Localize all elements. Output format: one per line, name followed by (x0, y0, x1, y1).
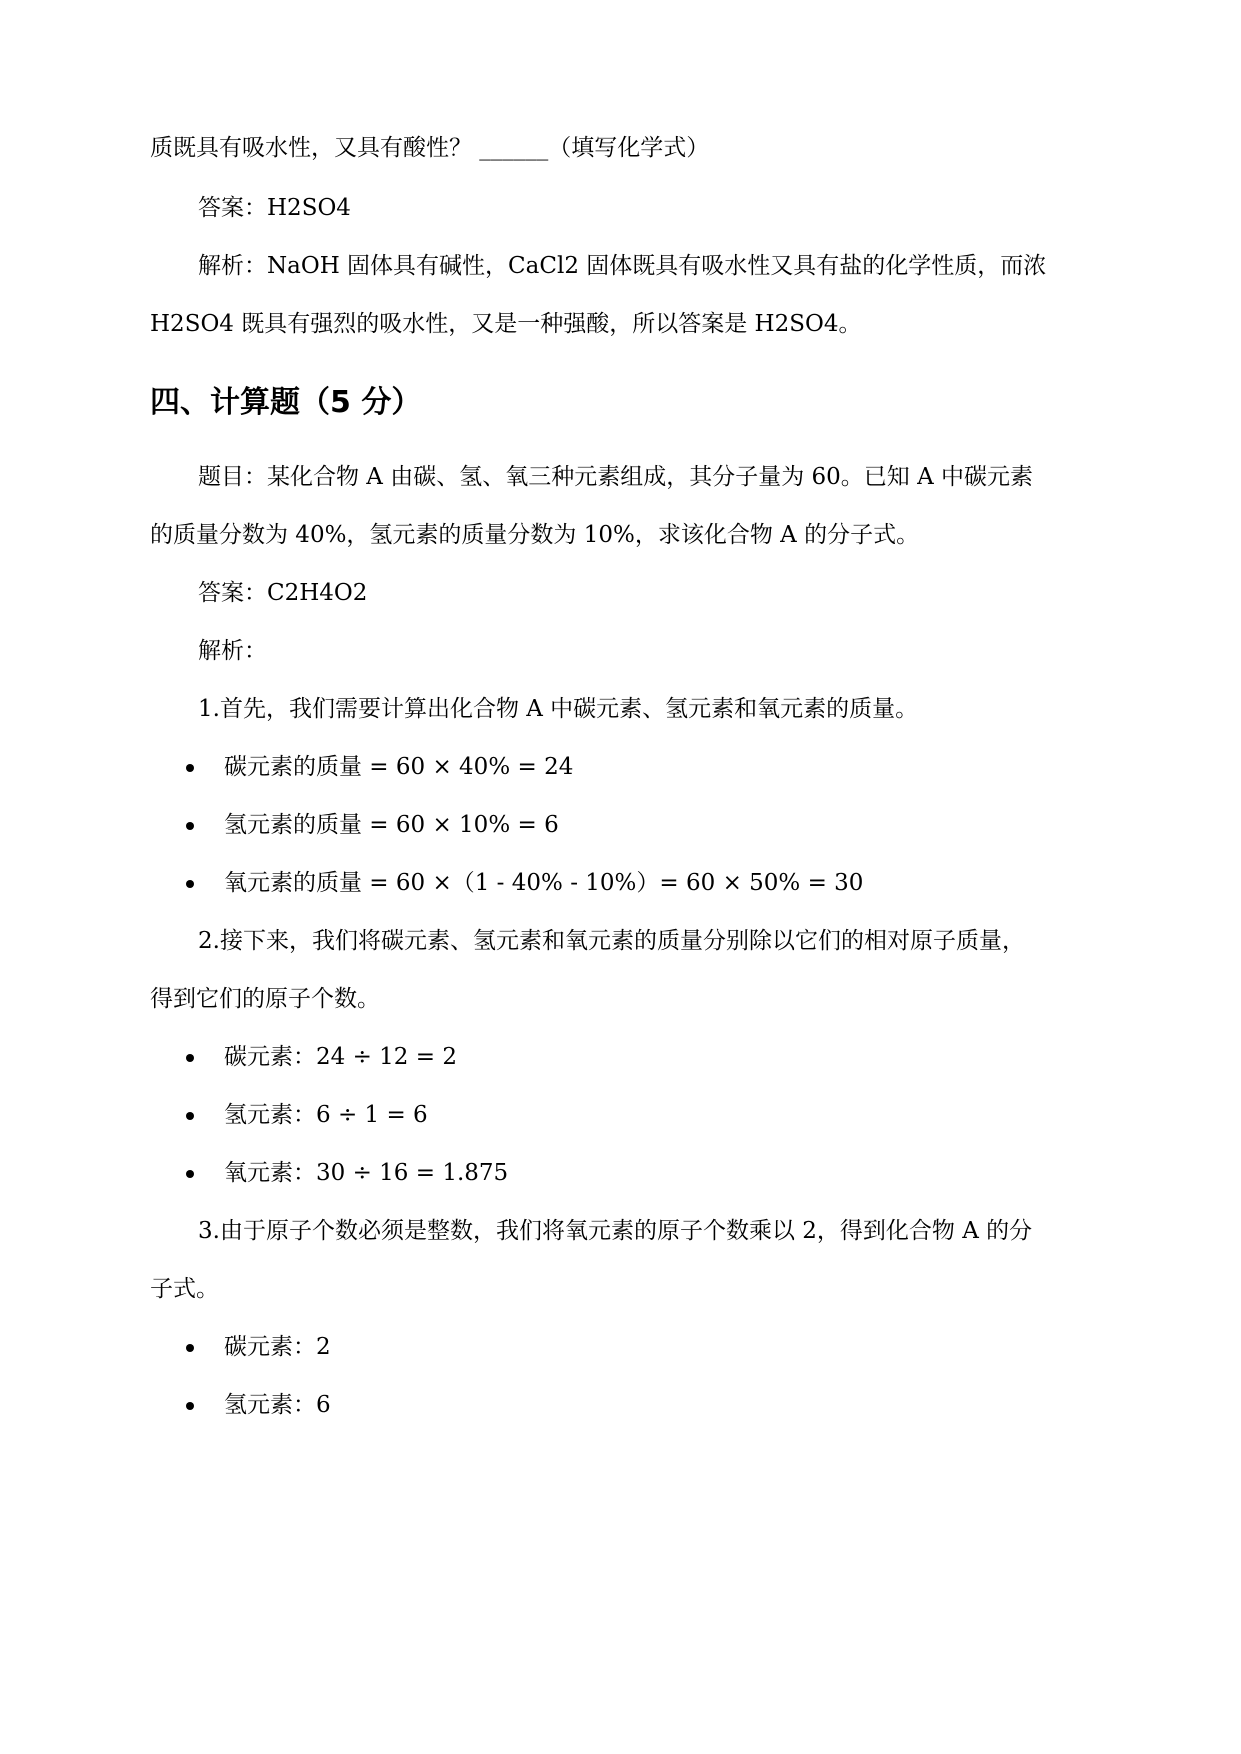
list-item-text: 氢元素：6 ÷ 1 = 6 (224, 1102, 428, 1128)
bullet-icon (186, 1170, 194, 1178)
bullet-icon (186, 1054, 194, 1062)
list-item-text: 氧元素：30 ÷ 16 = 1.875 (224, 1160, 509, 1186)
bullet-icon (186, 764, 194, 772)
answer-text: 答案：C2H4O2 (198, 580, 368, 606)
step-3-text-line-2: 子式。 (150, 1276, 219, 1302)
answer-text: 答案：H2SO4 (198, 195, 351, 221)
section-heading: 四、计算题（5 分） (150, 385, 422, 420)
list-item-text: 碳元素：24 ÷ 12 = 2 (224, 1044, 457, 1070)
analysis-text-line-1: 解析：NaOH 固体具有碱性，CaCl2 固体既具有吸水性又具有盐的化学性质，而浓 (198, 253, 1047, 279)
step-2-text-line-1: 2.接下来，我们将碳元素、氢元素和氧元素的质量分别除以它们的相对原子质量， (198, 928, 1025, 954)
step-2-text-line-2: 得到它们的原子个数。 (150, 986, 380, 1012)
question-text-line-1: 题目：某化合物 A 由碳、氢、氧三种元素组成，其分子量为 60。已知 A 中碳元素 (198, 464, 1034, 490)
bullet-icon (186, 1344, 194, 1352)
analysis-label: 解析： (198, 638, 267, 664)
bullet-icon (186, 1402, 194, 1410)
list-item-text: 氢元素：6 (224, 1392, 331, 1418)
question-text-line: 质既具有吸水性，又具有酸性？ ______（填写化学式） (150, 135, 710, 161)
bullet-icon (186, 1112, 194, 1120)
list-item-text: 氧元素的质量 = 60 ×（1 - 40% - 10%）= 60 × 50% = 30 (224, 870, 864, 896)
bullet-icon (186, 880, 194, 888)
list-item-text: 碳元素的质量 = 60 × 40% = 24 (224, 754, 574, 780)
bullet-icon (186, 822, 194, 830)
list-item-text: 碳元素：2 (224, 1334, 331, 1360)
step-1-text: 1.首先，我们需要计算出化合物 A 中碳元素、氢元素和氧元素的质量。 (198, 696, 919, 722)
question-text-line-2: 的质量分数为 40%，氢元素的质量分数为 10%，求该化合物 A 的分子式。 (150, 522, 920, 548)
step-3-text-line-1: 3.由于原子个数必须是整数，我们将氧元素的原子个数乘以 2，得到化合物 A 的分 (198, 1218, 1033, 1244)
analysis-text-line-2: H2SO4 既具有强烈的吸水性，又是一种强酸，所以答案是 H2SO4。 (150, 311, 862, 337)
list-item-text: 氢元素的质量 = 60 × 10% = 6 (224, 812, 559, 838)
